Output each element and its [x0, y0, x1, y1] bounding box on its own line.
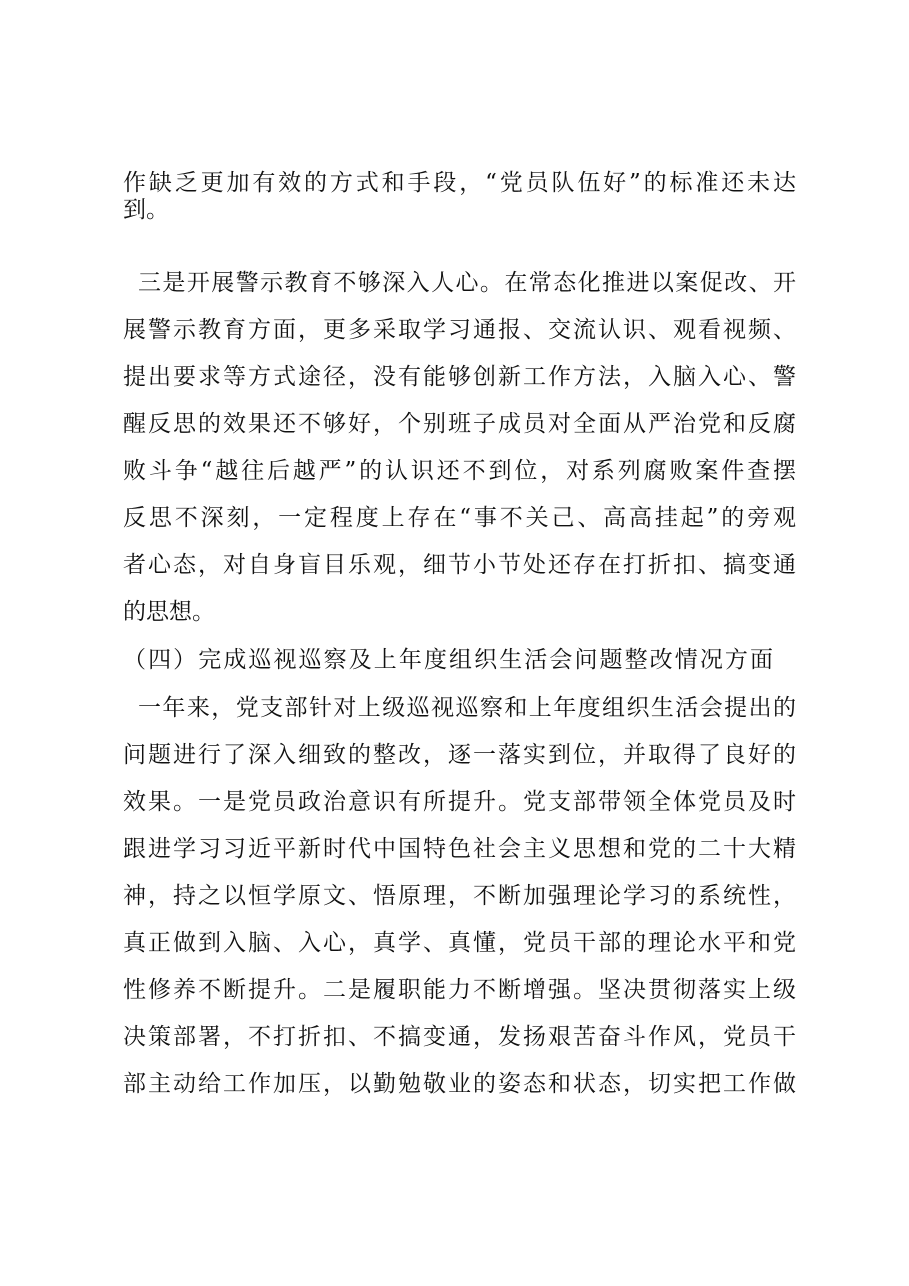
text-line: 三是开展警示教育不够深入人心。在常态化推进以案促改、开 — [138, 270, 796, 296]
text-line: 神，持之以恒学原文、悟原理，不断加强理论学习的系统性， — [123, 883, 796, 909]
text-line: 真正做到入脑、入心，真学、真懂，党员干部的理论水平和党 — [123, 930, 796, 956]
text-line: 问题进行了深入细致的整改，逐一落实到位，并取得了良好的 — [123, 742, 796, 768]
text-line: 效果。一是党员政治意识有所提升。党支部带领全体党员及时 — [123, 789, 796, 815]
text-line: 部主动给工作加压，以勤勉敬业的姿态和状态，切实把工作做 — [123, 1071, 796, 1097]
text-line: 展警示教育方面，更多采取学习通报、交流认识、观看视频、 — [123, 317, 796, 343]
text-line: 败斗争“越往后越严”的认识还不到位，对系列腐败案件查摆 — [123, 458, 796, 484]
text-line: 一年来，党支部针对上级巡视巡察和上年度组织生活会提出的 — [138, 695, 796, 721]
text-line: 的思想。 — [123, 599, 215, 625]
text-line: 跟进学习习近平新时代中国特色社会主义思想和党的二十大精 — [123, 836, 796, 862]
text-line: 作缺乏更加有效的方式和手段，“党员队伍好”的标准还未达 — [123, 170, 796, 196]
text-line: 到。 — [123, 197, 169, 223]
text-line: 决策部署，不打折扣、不搞变通，发扬艰苦奋斗作风，党员干 — [123, 1024, 796, 1050]
section-heading: （四）完成巡视巡察及上年度组织生活会问题整改情况方面 — [123, 647, 773, 673]
text-line: 者心态，对自身盲目乐观，细节小节处还存在打折扣、搞变通 — [123, 552, 796, 578]
text-line: 提出要求等方式途径，没有能够创新工作方法，入脑入心、警 — [123, 364, 796, 390]
text-line: 醒反思的效果还不够好，个别班子成员对全面从严治党和反腐 — [123, 411, 796, 437]
text-line: 反思不深刻，一定程度上存在“事不关己、高高挂起”的旁观 — [123, 505, 796, 531]
text-line: 性修养不断提升。二是履职能力不断增强。坚决贯彻落实上级 — [123, 977, 796, 1003]
